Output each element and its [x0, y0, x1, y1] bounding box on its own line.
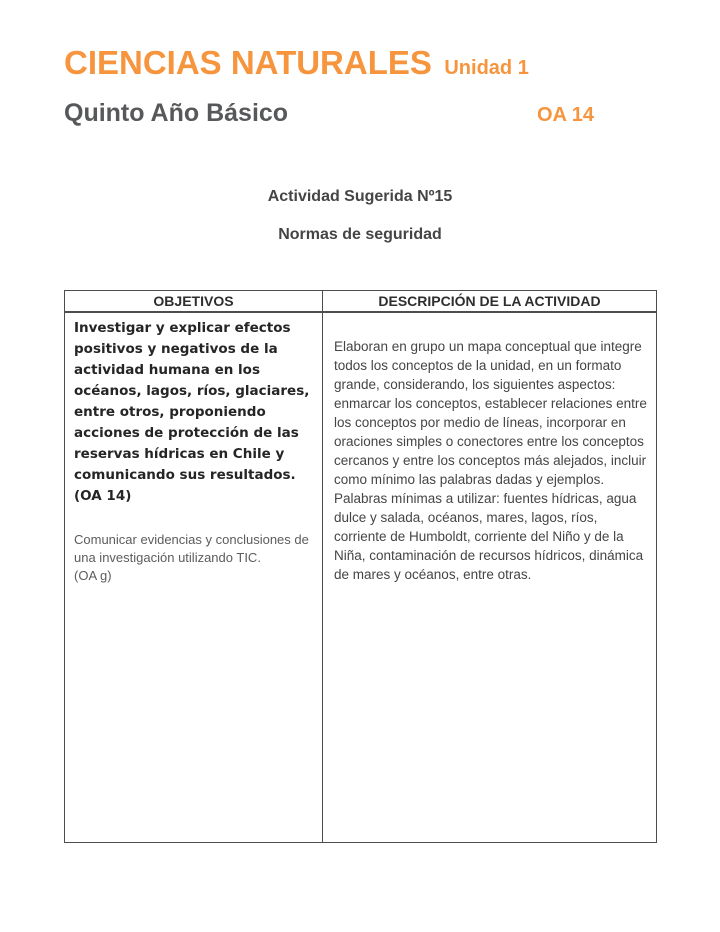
- activity-description-text: Elaboran en grupo un mapa conceptual que integre todos los conceptos de la unidad, en un formato grande, considerando, los siguientes aspectos: enmarcar los conceptos, establecer relaciones entre los conceptos por medio de líneas, incorporar en oraciones simples o conectores entre los conceptos cercanos y entre los conceptos más alejados, incluir como mínimo las palabras dadas y ejemplos. Palabras mínimas a utilizar: fuentes hídricas, agua dulce y salada, océanos, mares, lagos, ríos, corriente de Humboldt, corriente del Niño y de la Niña, contaminación de recursos hídricos, dinámica de mares y océanos, entre otras.: [334, 338, 647, 582]
- column-header-descripcion: DESCRIPCIÓN DE LA ACTIVIDAD: [323, 291, 657, 312]
- document-header: [64, 44, 656, 128]
- activity-table: [64, 290, 657, 843]
- objective-secondary-text: Comunicar evidencias y conclusiones de una investigación utilizando TIC.: [74, 531, 309, 565]
- activity-title: Actividad Sugerida Nº15: [267, 188, 453, 205]
- objective-primary-text: Investigar y explicar efectos positivos y negativos de la actividad humana en los océanos, lagos, ríos, glaciares, entre otros, proponiendo acciones de protección de las reservas hídricas en Chile y comunicando sus resultados. (OA 14): [74, 319, 310, 504]
- subject-title-line: [64, 44, 656, 82]
- page-content: [64, 0, 656, 843]
- grade-title: Quinto Año Básico: [64, 99, 289, 127]
- oa-badge: OA 14: [536, 104, 594, 126]
- table-body-row: [65, 312, 657, 843]
- table-header-row: [65, 291, 657, 312]
- description-cell: [323, 312, 657, 843]
- subheader-row: [64, 99, 656, 128]
- objective-secondary-ref: (OA g): [74, 567, 112, 583]
- subject-title: CIENCIAS NATURALES: [64, 44, 432, 81]
- objectives-cell: [65, 312, 323, 843]
- activity-subtitle: Normas de seguridad: [278, 226, 442, 243]
- unit-label: Unidad 1: [444, 57, 529, 79]
- activity-titles: [64, 188, 656, 244]
- column-header-objetivos: OBJETIVOS: [65, 291, 323, 312]
